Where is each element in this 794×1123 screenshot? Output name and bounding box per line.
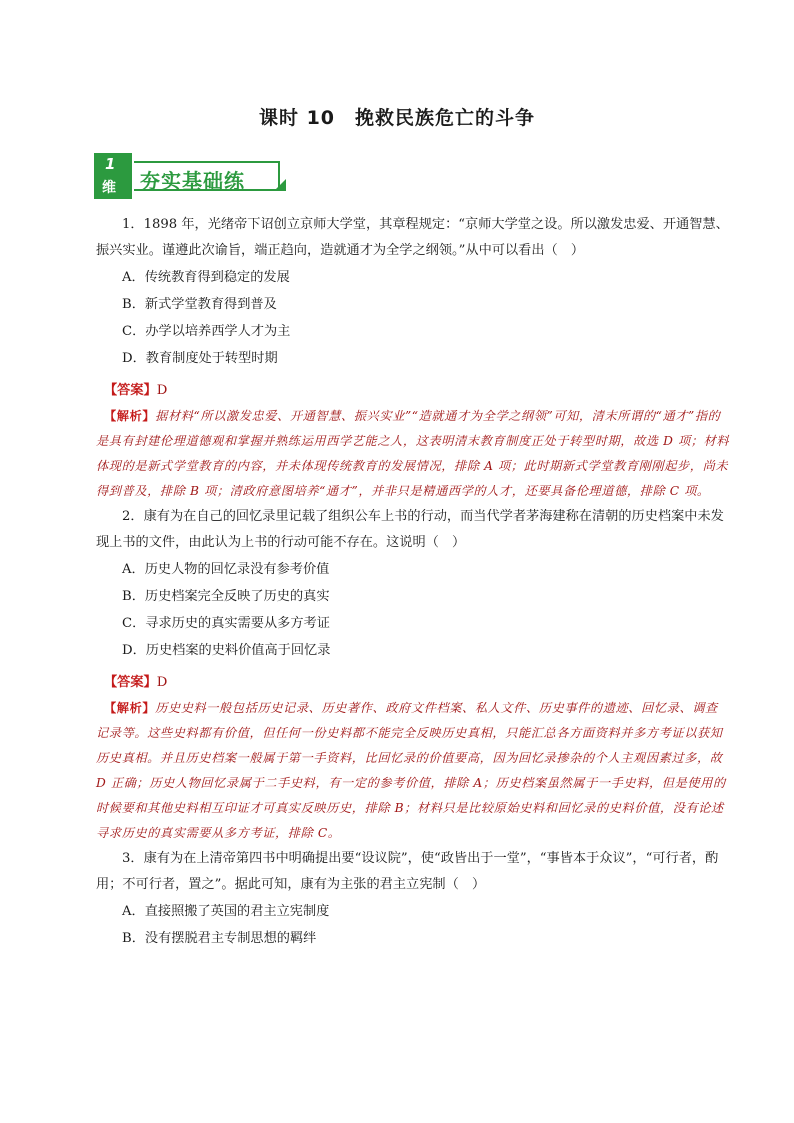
- page-title: 课时 10 挽救民族危亡的斗争: [258, 107, 536, 129]
- explanation: [96, 404, 730, 504]
- section-label: 夯实基础练: [140, 169, 245, 193]
- answer-tag: 【答案】: [104, 675, 157, 690]
- option-b: B．历史档案完全反映了历史的真实: [122, 589, 330, 604]
- question-stem: 2．康有为在自己的回忆录里记载了组织公车上书的行动，而当代学者茅海建称在清朝的历史档案中未发现上书的文件，由此认为上书的行动可能不存在。这说明（ ）: [96, 509, 724, 550]
- answer-value: D: [156, 383, 168, 398]
- question-stem: 3．康有为在上清帝第四书中明确提出要“设议院”，使“政皆出于一堂”，“事皆本于众议”，“可行者，酌用；不可行者，置之”。据此可知，康有为主张的君主立宪制（ ）: [96, 851, 719, 892]
- option-b: B．没有摆脱君主专制思想的羁绊: [122, 931, 317, 946]
- option-b: B．新式学堂教育得到普及: [122, 297, 277, 312]
- section-banner: [94, 153, 294, 199]
- option-c: C．寻求历史的真实需要从多方考证: [122, 616, 330, 631]
- banner-corner-decoration: [274, 179, 286, 191]
- answer-line: [96, 670, 730, 696]
- badge-char: 维: [102, 180, 116, 196]
- option-c: C．办学以培养西学人才为主: [122, 324, 291, 339]
- question-3: [96, 846, 730, 952]
- option-a: A．直接照搬了英国的君主立宪制度: [122, 904, 330, 919]
- explanation-text: 历史史料一般包括历史记录、历史著作、政府文件档案、私人文件、历史事件的遗迹、回忆录、调查记录等。这些史料都有价值，但任何一份史料都不能完全反映历史真相，只能汇总各方面资料并多方考证以获知历史真相。并且历史档案一般属于第一手资料，比回忆录的价值要高，因为回忆录掺杂的个人主观因素过多，故 D 正确；历史人物回忆录属于二手史料，有一定的参考价值，排除 A；历史档案虽然属于一手史料，但是使用的时候要和其他史料相互印证才可真实反映历史，排除 B；材料只是比较原始史料和回忆录的史料价值，没有论述寻求历史的真实需要从多方考证，排除 C。: [96, 701, 726, 840]
- question-list: [96, 212, 730, 952]
- option-d: D．教育制度处于转型时期: [122, 351, 278, 366]
- explanation-tag: 【解析】: [104, 409, 156, 423]
- explanation: [96, 696, 730, 846]
- section-badge: [94, 153, 132, 199]
- option-a: A．历史人物的回忆录没有参考价值: [122, 562, 330, 577]
- answer-tag: 【答案】: [104, 383, 157, 398]
- option-a: A．传统教育得到稳定的发展: [122, 270, 290, 285]
- question-2: [96, 504, 730, 846]
- explanation-text: 据材料“所以激发忠爱、开通智慧、振兴实业”“造就通才为全学之纲领”可知，清末所谓的“通才”指的是具有封建伦理道德观和掌握并熟练运用西学艺能之人，这表明清末教育制度正处于转型时期，故选 D 项；材料体现的是新式学堂教育的内容，并未体现传统教育的发展情况，排除 A 项；此时期新式学堂教育刚刚起步，尚未得到普及，排除 B 项；清政府意图培养“通才”，并非只是精通西学的人才，还要具备伦理道德，排除 C 项。: [96, 409, 730, 498]
- explanation-tag: 【解析】: [104, 701, 156, 715]
- question-stem: 1．1898 年，光绪帝下诏创立京师大学堂，其章程规定：“京师大学堂之设。所以激发忠爱、开通智慧、振兴实业。谨遵此次谕旨，端正趋向，造就通才为全学之纲领。”从中可以看出（ ）: [96, 217, 729, 258]
- question-1: [96, 212, 730, 504]
- section-label-box: [134, 161, 280, 191]
- answer-value: D: [156, 675, 168, 690]
- option-d: D．历史档案的史料价值高于回忆录: [122, 643, 331, 658]
- badge-number: 1: [105, 155, 116, 173]
- answer-line: [96, 378, 730, 404]
